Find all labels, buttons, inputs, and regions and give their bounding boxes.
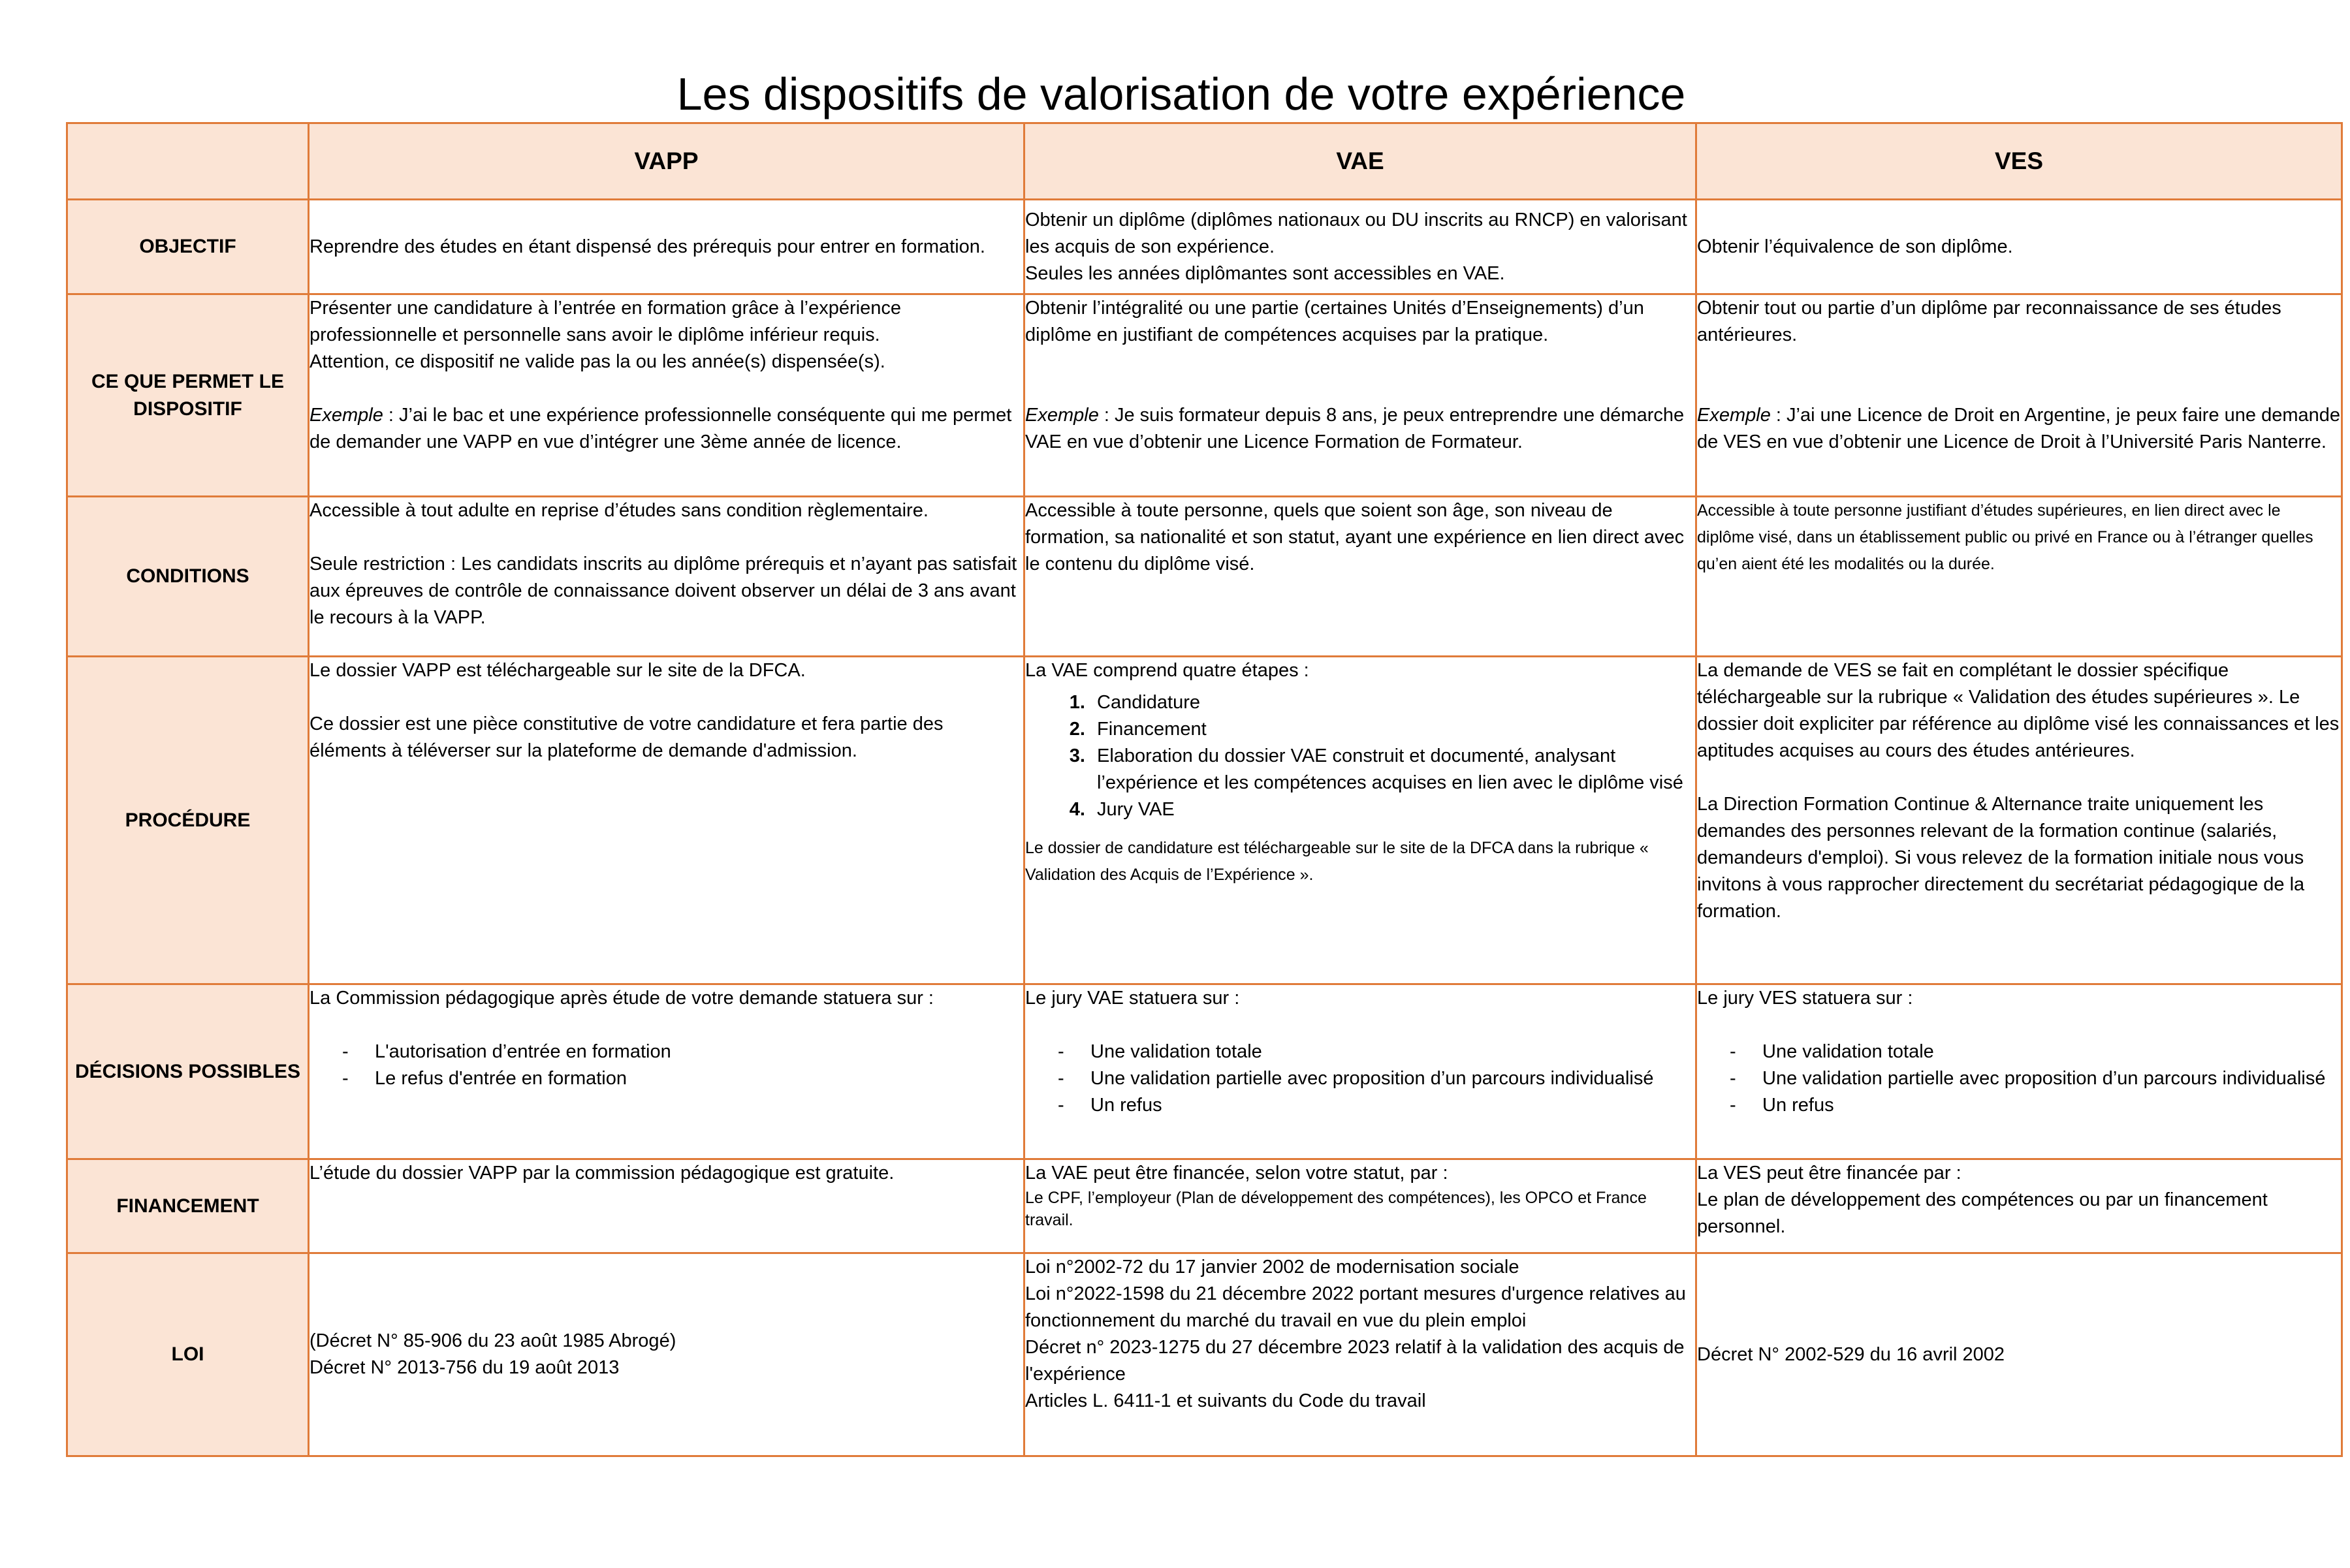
permet-vapp-text: Présenter une candidature à l’entrée en formation grâce à l’expérience professionnelle et personnelle sans avoir le diplôme inférieur requis. Attention, ce dispositif ne valide pas la ou les année(s) dispensée(s). xyxy=(310,298,901,372)
list-item: - Un refus xyxy=(1090,1092,1695,1119)
cell-permet-ves xyxy=(1696,294,2342,497)
header-corner-cell xyxy=(67,123,309,200)
cell-objectif-ves xyxy=(1696,200,2342,294)
cell-conditions-ves xyxy=(1696,497,2342,657)
column-header-ves: VES xyxy=(1696,123,2342,200)
decisions-vapp-intro: La Commission pédagogique après étude de votre demande statuera sur : xyxy=(310,988,934,1009)
procedure-vae-note: Le dossier de candidature est téléchargeable sur le site de la DFCA dans la rubrique « Validation des Acquis de l’Expérience ». xyxy=(1025,839,1649,884)
row-permet xyxy=(67,294,2342,497)
row-label-conditions: CONDITIONS xyxy=(67,497,309,657)
procedure-ves-text-2: La Direction Formation Continue & Alternance traite uniquement les demandes des personnes relevant de la formation continue (salariés, demandeurs d'emploi). Si vous relevez de la formation initiale nous vous invitons à vous rapprocher directement du secrétariat pédagogique de la formation. xyxy=(1697,794,2305,922)
procedure-vapp-text-1: Le dossier VAPP est téléchargeable sur le site de la DFCA. xyxy=(310,660,806,681)
example-text: : J’ai une Licence de Droit en Argentine, je peux faire une demande de VES en vue d’obtenir une Licence de Droit à l’Université Paris Nanterre. xyxy=(1697,405,2341,452)
list-item: 1. Candidature xyxy=(1090,689,1695,716)
example-text: : Je suis formateur depuis 8 ans, je peux entreprendre une démarche VAE en vue d’obtenir une Licence Formation de Formateur. xyxy=(1025,405,1685,452)
conditions-vapp-text-1: Accessible à tout adulte en reprise d’études sans condition règlementaire. xyxy=(310,500,929,521)
cell-conditions-vae xyxy=(1024,497,1696,657)
list-item: - L'autorisation d’entrée en formation xyxy=(375,1039,1023,1065)
list-item: - Un refus xyxy=(1762,1092,2341,1119)
row-loi xyxy=(67,1253,2342,1456)
row-financement xyxy=(67,1159,2342,1253)
row-label-decisions: DÉCISIONS POSSIBLES xyxy=(67,984,309,1159)
financement-ves-text: La VES peut être financée par : Le plan de développement des compétences ou par un financement personnel. xyxy=(1697,1163,2268,1237)
column-header-vae: VAE xyxy=(1024,123,1696,200)
list-item: 3. Elaboration du dossier VAE construit et documenté, analysant l’expérience et les compétences acquises en lien avec le diplôme visé xyxy=(1090,743,1695,796)
cell-decisions-vae xyxy=(1024,984,1696,1159)
example-label: Exemple xyxy=(310,405,383,426)
list-item: 4. Jury VAE xyxy=(1090,796,1695,823)
decisions-ves-list xyxy=(1697,1039,2341,1119)
cell-objectif-vae xyxy=(1024,200,1696,294)
row-conditions xyxy=(67,497,2342,657)
loi-vae-text: Loi n°2002-72 du 17 janvier 2002 de modernisation sociale Loi n°2022-1598 du 21 décembre 2022 portant mesures d'urgence relatives au fonctionnement du marché du travail en vue du plein emploi Décret n° 2023-1275 du 27 décembre 2023 relatif à la validation des acquis de l'expérience Articles L. 6411-1 et suivants du Code du travail xyxy=(1025,1257,1686,1411)
row-procedure xyxy=(67,657,2342,984)
financement-vapp-text: L’étude du dossier VAPP par la commission pédagogique est gratuite. xyxy=(310,1163,895,1184)
list-item: - Le refus d'entrée en formation xyxy=(375,1065,1023,1092)
procedure-vae-steps xyxy=(1025,689,1695,823)
financement-vae-text-2: Le CPF, l’employeur (Plan de développement des compétences), les OPCO et France travail. xyxy=(1025,1189,1647,1229)
cell-loi-ves xyxy=(1696,1253,2342,1456)
decisions-vae-intro: Le jury VAE statuera sur : xyxy=(1025,988,1240,1009)
cell-decisions-ves xyxy=(1696,984,2342,1159)
row-label-procedure: PROCÉDURE xyxy=(67,657,309,984)
cell-permet-vae xyxy=(1024,294,1696,497)
conditions-vapp-text-2: Seule restriction : Les candidats inscrits au diplôme prérequis et n’ayant pas satisfait aux épreuves de contrôle de connaissance doivent observer un délai de 3 ans avant le recours à la VAPP. xyxy=(310,554,1017,628)
procedure-ves-text-1: La demande de VES se fait en complétant le dossier spécifique téléchargeable sur la rubrique « Validation des études supérieures ». Le dossier doit expliciter par référence au diplôme visé les connaissances et les aptitudes acquises au cours des études antérieures. xyxy=(1697,660,2340,761)
cell-procedure-vapp xyxy=(309,657,1024,984)
list-item: 2. Financement xyxy=(1090,716,1695,743)
row-label-permet: CE QUE PERMET LE DISPOSITIF xyxy=(67,294,309,497)
cell-financement-vapp xyxy=(309,1159,1024,1253)
row-label-financement: FINANCEMENT xyxy=(67,1159,309,1253)
permet-ves-text: Obtenir tout ou partie d’un diplôme par reconnaissance de ses études antérieures. xyxy=(1697,298,2281,345)
header-row xyxy=(67,123,2342,200)
list-item: - Une validation partielle avec proposition d’un parcours individualisé xyxy=(1762,1065,2341,1092)
loi-vapp-text: (Décret N° 85-906 du 23 août 1985 Abrogé) Décret N° 2013-756 du 19 août 2013 xyxy=(310,1330,676,1378)
objectif-vapp-text: Reprendre des études en étant dispensé des prérequis pour entrer en formation. xyxy=(310,236,985,257)
example-text: : J’ai le bac et une expérience professionnelle conséquente qui me permet de demander une VAPP en vue d’intégrer une 3ème année de licence. xyxy=(310,405,1012,452)
comparison-table xyxy=(66,122,2343,1457)
list-item: - Une validation totale xyxy=(1090,1039,1695,1065)
example-label: Exemple xyxy=(1025,405,1099,426)
cell-financement-ves xyxy=(1696,1159,2342,1253)
row-label-loi: LOI xyxy=(67,1253,309,1456)
loi-ves-text: Décret N° 2002-529 du 16 avril 2002 xyxy=(1697,1343,2005,1365)
permet-vae-text: Obtenir l’intégralité ou une partie (certaines Unités d’Enseignements) d’un diplôme en justifiant de compétences acquises par la pratique. xyxy=(1025,298,1644,345)
cell-procedure-vae xyxy=(1024,657,1696,984)
column-header-vapp: VAPP xyxy=(309,123,1024,200)
cell-decisions-vapp xyxy=(309,984,1024,1159)
procedure-vapp-text-2: Ce dossier est une pièce constitutive de votre candidature et fera partie des éléments à téléverser sur la plateforme de demande d'admission. xyxy=(310,713,944,761)
row-decisions xyxy=(67,984,2342,1159)
decisions-vae-list xyxy=(1025,1039,1695,1119)
cell-conditions-vapp xyxy=(309,497,1024,657)
financement-vae-text-1: La VAE peut être financée, selon votre statut, par : xyxy=(1025,1163,1448,1184)
cell-procedure-ves xyxy=(1696,657,2342,984)
procedure-vae-intro: La VAE comprend quatre étapes : xyxy=(1025,660,1309,681)
row-objectif xyxy=(67,200,2342,294)
cell-permet-vapp xyxy=(309,294,1024,497)
permet-vae-example xyxy=(1025,402,1695,456)
decisions-ves-intro: Le jury VES statuera sur : xyxy=(1697,988,1913,1009)
conditions-ves-text: Accessible à toute personne justifiant d’études supérieures, en lien direct avec le diplôme visé, dans un établissement public ou privé en France ou à l’étranger quelles qu’en aient été les modalités ou la durée. xyxy=(1697,501,2313,573)
decisions-vapp-list xyxy=(310,1039,1023,1092)
permet-vapp-example xyxy=(310,402,1023,456)
page-title: Les dispositifs de valorisation de votre expérience xyxy=(676,69,1686,119)
objectif-ves-text: Obtenir l’équivalence de son diplôme. xyxy=(1697,236,2013,257)
list-item: - Une validation totale xyxy=(1762,1039,2341,1065)
cell-loi-vapp xyxy=(309,1253,1024,1456)
row-label-objectif: OBJECTIF xyxy=(67,200,309,294)
cell-objectif-vapp xyxy=(309,200,1024,294)
cell-financement-vae xyxy=(1024,1159,1696,1253)
permet-ves-example xyxy=(1697,402,2341,456)
list-item: - Une validation partielle avec proposition d’un parcours individualisé xyxy=(1090,1065,1695,1092)
objectif-vae-text: Obtenir un diplôme (diplômes nationaux ou DU inscrits au RNCP) en valorisant les acquis de son expérience. Seules les années diplômantes sont accessibles en VAE. xyxy=(1025,209,1687,284)
conditions-vae-text: Accessible à toute personne, quels que soient son âge, son niveau de formation, sa nationalité et son statut, ayant une expérience en lien direct avec le contenu du diplôme visé. xyxy=(1025,500,1685,574)
cell-loi-vae xyxy=(1024,1253,1696,1456)
example-label: Exemple xyxy=(1697,405,1771,426)
